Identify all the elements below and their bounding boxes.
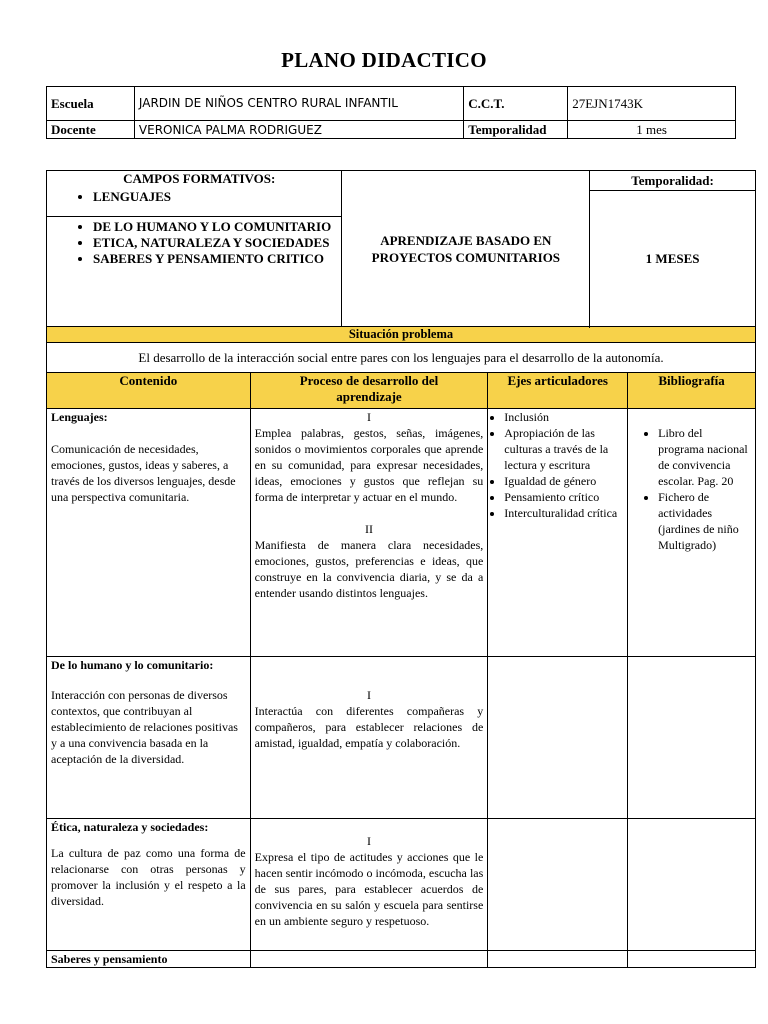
cct-label: C.C.T.: [464, 87, 568, 121]
table-row: [47, 657, 251, 819]
campo-item: • LENGUAJES: [93, 189, 337, 205]
contenido-text: La cultura de paz como una forma de relacionarse con otras personas y promover la inclusión y el respeto a la diversidad.: [51, 846, 246, 908]
pda-label: II: [364, 522, 373, 536]
bibliografia-item: • Fichero de actividades (jardines de niño Multigrado): [658, 489, 751, 553]
pda-cell: [250, 819, 488, 951]
col-contenido: Contenido: [47, 373, 251, 409]
pda-cell: [250, 409, 488, 657]
plan-table: [46, 170, 756, 968]
bibliografia-cell: [628, 819, 756, 951]
contenido-text: Interacción con personas de diversos contextos, que contribuyan al establecimiento de relaciones positivas y a una convivencia basada en la aceptación de la diversidad.: [51, 688, 238, 766]
page-title: PLANO DIDACTICO: [281, 48, 487, 72]
campo-label: De lo humano y lo comunitario:: [51, 658, 214, 672]
pda-text: Expresa el tipo de actitudes y acciones que le hacen sentir incómodo o incómoda, escucha las de sus pares, para establecer acuerdos de convivencia en su salón y escuela para sentirse en un ambiente seguro y respetuoso.: [254, 850, 484, 928]
campos-cell-1: [47, 171, 342, 217]
col-ejes: Ejes articuladores: [488, 373, 628, 409]
ejes-cell: [488, 657, 628, 819]
pda-cell: [250, 657, 488, 819]
pda-text: Emplea palabras, gestos, señas, imágenes, sonidos o movimientos corporales que aprende en su comunidad, para expresar necesidades, ideas, emociones y gustos que reflejan su forma de interpretar y actuar en el mundo.: [254, 426, 484, 504]
eje-item: • Apropiación de las culturas a través de la lectura y escritura: [504, 425, 623, 473]
metodologia-cell: [342, 171, 590, 327]
table-row: Saberes y pensamiento: [47, 951, 251, 968]
bibliografia-cell: [628, 657, 756, 819]
pda-label: I: [366, 688, 371, 702]
bibliografia-item: • Libro del programa nacional de convivencia escolar. Pag. 20: [658, 425, 751, 489]
escuela-value: JARDIN DE NIÑOS CENTRO RURAL INFANTIL: [134, 87, 463, 121]
campo-item: • ETICA, NATURALEZA Y SOCIEDADES: [93, 235, 337, 251]
campos-title: CAMPOS FORMATIVOS:: [123, 171, 276, 186]
temporalidad-label: Temporalidad: [464, 121, 568, 139]
pda-label: I: [366, 410, 371, 424]
campos-cell-2: [47, 217, 342, 327]
eje-item: • Interculturalidad crítica: [504, 505, 623, 521]
campo-item: • DE LO HUMANO Y LO COMUNITARIO: [93, 219, 337, 235]
docente-value: VERONICA PALMA RODRIGUEZ: [134, 121, 463, 139]
escuela-label: Escuela: [47, 87, 135, 121]
situacion-text: El desarrollo de la interacción social entre pares con los lenguajes para el desarrollo de la autonomía.: [47, 343, 756, 373]
school-info-table: [46, 86, 736, 139]
ejes-cell: [488, 951, 628, 968]
campo-label: Lenguajes:: [51, 410, 108, 424]
col-proceso: Proceso de desarrollo del aprendizaje: [250, 373, 488, 409]
pda-text: Manifiesta de manera clara necesidades, emociones, gustos, preferencias e ideas, que construye en la convivencia diaria, y se da a entender usando distintos lenguajes.: [254, 538, 484, 600]
temporalidad-cell: 1 MESES: [590, 191, 756, 327]
metodologia: APRENDIZAJE BASADO EN PROYECTOS COMUNITARIOS: [371, 232, 561, 265]
campo-label: Ética, naturaleza y sociedades:: [51, 820, 209, 834]
table-row: [47, 819, 251, 951]
ejes-cell: [488, 819, 628, 951]
bibliografia-cell: [628, 409, 756, 657]
eje-item: • Pensamiento crítico: [504, 489, 623, 505]
bibliografia-cell: [628, 951, 756, 968]
table-row: [47, 409, 251, 657]
pda-cell: [250, 951, 488, 968]
contenido-text: Comunicación de necesidades, emociones, gustos, ideas y saberes, a través de los diversos lenguajes, desde una perspectiva comunitaria.: [51, 442, 236, 504]
eje-item: • Inclusión: [504, 409, 623, 425]
pda-text: Interactúa con diferentes compañeras y compañeros, para establecer relaciones de amistad, igualdad, empatía y colaboración.: [254, 704, 484, 750]
temporalidad-value: 1 mes: [568, 121, 736, 139]
cct-value: 27EJN1743K: [568, 87, 736, 121]
pda-label: I: [366, 834, 371, 848]
eje-item: • Igualdad de género: [504, 473, 623, 489]
temporalidad-header: Temporalidad:: [590, 171, 756, 191]
situacion-label: Situación problema: [47, 327, 756, 343]
col-bibliografia: Bibliografía: [628, 373, 756, 409]
docente-label: Docente: [47, 121, 135, 139]
ejes-cell: [488, 409, 628, 657]
campo-item: • SABERES Y PENSAMIENTO CRITICO: [93, 251, 337, 267]
